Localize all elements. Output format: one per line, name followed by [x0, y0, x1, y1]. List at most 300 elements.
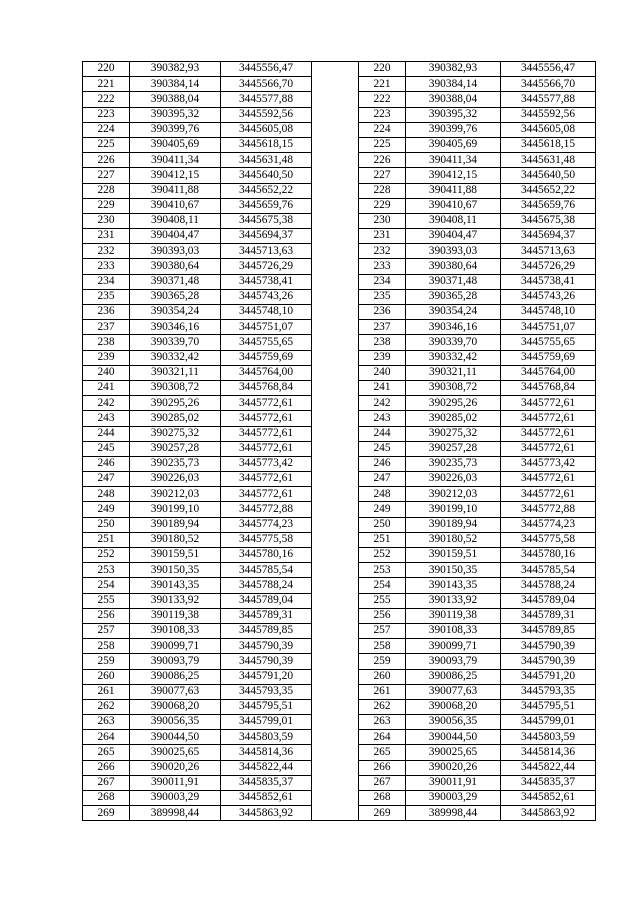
spacer-cell [312, 578, 359, 593]
right-x-coordinate-cell: 390003,29 [406, 791, 501, 806]
right-y-coordinate-cell: 3445772,88 [501, 502, 596, 517]
left-x-coordinate-cell: 390371,48 [130, 274, 221, 289]
right-point-number-cell: 258 [359, 639, 406, 654]
right-point-number-cell: 251 [359, 532, 406, 547]
left-point-number-cell: 228 [83, 183, 130, 198]
right-x-coordinate-cell: 390393,03 [406, 244, 501, 259]
left-x-coordinate-cell: 390410,67 [130, 198, 221, 213]
spacer-cell [312, 715, 359, 730]
left-point-number-cell: 240 [83, 365, 130, 380]
left-x-coordinate-cell: 390346,16 [130, 320, 221, 335]
left-y-coordinate-cell: 3445772,61 [221, 411, 312, 426]
spacer-cell [312, 791, 359, 806]
left-point-number-cell: 251 [83, 532, 130, 547]
spacer-cell [312, 563, 359, 578]
left-point-number-cell: 254 [83, 578, 130, 593]
left-point-number-cell: 245 [83, 441, 130, 456]
right-x-coordinate-cell: 390399,76 [406, 122, 501, 137]
left-y-coordinate-cell: 3445789,31 [221, 608, 312, 623]
right-y-coordinate-cell: 3445605,08 [501, 122, 596, 137]
left-point-number-cell: 227 [83, 168, 130, 183]
right-x-coordinate-cell: 389998,44 [406, 806, 501, 821]
left-x-coordinate-cell: 390404,47 [130, 229, 221, 244]
left-y-coordinate-cell: 3445772,61 [221, 487, 312, 502]
right-point-number-cell: 244 [359, 426, 406, 441]
right-y-coordinate-cell: 3445577,88 [501, 92, 596, 107]
left-y-coordinate-cell: 3445751,07 [221, 320, 312, 335]
left-x-coordinate-cell: 390119,38 [130, 608, 221, 623]
left-y-coordinate-cell: 3445774,23 [221, 517, 312, 532]
spacer-cell [312, 365, 359, 380]
right-x-coordinate-cell: 390077,63 [406, 684, 501, 699]
table-row [83, 791, 596, 806]
right-y-coordinate-cell: 3445775,58 [501, 532, 596, 547]
spacer-cell [312, 639, 359, 654]
left-point-number-cell: 264 [83, 730, 130, 745]
right-point-number-cell: 255 [359, 593, 406, 608]
left-x-coordinate-cell: 390399,76 [130, 122, 221, 137]
left-y-coordinate-cell: 3445713,63 [221, 244, 312, 259]
right-y-coordinate-cell: 3445835,37 [501, 775, 596, 790]
left-x-coordinate-cell: 390150,35 [130, 563, 221, 578]
table-row [83, 183, 596, 198]
right-x-coordinate-cell: 390235,73 [406, 456, 501, 471]
spacer-cell [312, 350, 359, 365]
left-x-coordinate-cell: 390159,51 [130, 548, 221, 563]
right-x-coordinate-cell: 390133,92 [406, 593, 501, 608]
right-point-number-cell: 224 [359, 122, 406, 137]
right-y-coordinate-cell: 3445772,61 [501, 472, 596, 487]
right-y-coordinate-cell: 3445852,61 [501, 791, 596, 806]
right-x-coordinate-cell: 390371,48 [406, 274, 501, 289]
left-x-coordinate-cell: 390411,88 [130, 183, 221, 198]
right-x-coordinate-cell: 390068,20 [406, 699, 501, 714]
right-y-coordinate-cell: 3445556,47 [501, 62, 596, 77]
right-x-coordinate-cell: 390099,71 [406, 639, 501, 654]
spacer-cell [312, 183, 359, 198]
right-point-number-cell: 262 [359, 699, 406, 714]
right-point-number-cell: 220 [359, 62, 406, 77]
left-x-coordinate-cell: 390411,34 [130, 153, 221, 168]
right-point-number-cell: 259 [359, 654, 406, 669]
table-row [83, 532, 596, 547]
right-y-coordinate-cell: 3445793,35 [501, 684, 596, 699]
spacer-cell [312, 380, 359, 395]
right-x-coordinate-cell: 390382,93 [406, 62, 501, 77]
left-x-coordinate-cell: 390077,63 [130, 684, 221, 699]
right-point-number-cell: 245 [359, 441, 406, 456]
left-y-coordinate-cell: 3445694,37 [221, 229, 312, 244]
left-point-number-cell: 247 [83, 472, 130, 487]
right-point-number-cell: 229 [359, 198, 406, 213]
left-x-coordinate-cell: 390365,28 [130, 289, 221, 304]
right-y-coordinate-cell: 3445788,24 [501, 578, 596, 593]
right-point-number-cell: 252 [359, 548, 406, 563]
left-point-number-cell: 236 [83, 305, 130, 320]
right-x-coordinate-cell: 390405,69 [406, 137, 501, 152]
left-point-number-cell: 249 [83, 502, 130, 517]
left-point-number-cell: 263 [83, 715, 130, 730]
spacer-cell [312, 517, 359, 532]
left-y-coordinate-cell: 3445772,61 [221, 396, 312, 411]
spacer-cell [312, 320, 359, 335]
right-point-number-cell: 246 [359, 456, 406, 471]
right-point-number-cell: 266 [359, 760, 406, 775]
right-y-coordinate-cell: 3445791,20 [501, 669, 596, 684]
left-y-coordinate-cell: 3445772,61 [221, 426, 312, 441]
spacer-cell [312, 259, 359, 274]
right-point-number-cell: 264 [359, 730, 406, 745]
left-x-coordinate-cell: 390412,15 [130, 168, 221, 183]
right-point-number-cell: 230 [359, 213, 406, 228]
right-point-number-cell: 256 [359, 608, 406, 623]
left-point-number-cell: 229 [83, 198, 130, 213]
left-y-coordinate-cell: 3445748,10 [221, 305, 312, 320]
left-y-coordinate-cell: 3445759,69 [221, 350, 312, 365]
right-point-number-cell: 242 [359, 396, 406, 411]
right-point-number-cell: 265 [359, 745, 406, 760]
left-point-number-cell: 252 [83, 548, 130, 563]
right-x-coordinate-cell: 390159,51 [406, 548, 501, 563]
left-point-number-cell: 237 [83, 320, 130, 335]
right-y-coordinate-cell: 3445694,37 [501, 229, 596, 244]
left-point-number-cell: 250 [83, 517, 130, 532]
left-x-coordinate-cell: 390235,73 [130, 456, 221, 471]
left-y-coordinate-cell: 3445788,24 [221, 578, 312, 593]
table-row [83, 259, 596, 274]
left-x-coordinate-cell: 390295,26 [130, 396, 221, 411]
spacer-cell [312, 745, 359, 760]
left-point-number-cell: 246 [83, 456, 130, 471]
left-point-number-cell: 268 [83, 791, 130, 806]
table-row [83, 775, 596, 790]
table-row [83, 699, 596, 714]
table-row [83, 593, 596, 608]
left-y-coordinate-cell: 3445772,61 [221, 472, 312, 487]
table-row [83, 639, 596, 654]
table-row [83, 760, 596, 775]
right-x-coordinate-cell: 390086,25 [406, 669, 501, 684]
left-point-number-cell: 230 [83, 213, 130, 228]
left-x-coordinate-cell: 390011,91 [130, 775, 221, 790]
left-y-coordinate-cell: 3445743,26 [221, 289, 312, 304]
table-row [83, 669, 596, 684]
left-y-coordinate-cell: 3445659,76 [221, 198, 312, 213]
table-row [83, 305, 596, 320]
spacer-cell [312, 608, 359, 623]
spacer-cell [312, 213, 359, 228]
left-point-number-cell: 266 [83, 760, 130, 775]
spacer-cell [312, 684, 359, 699]
left-x-coordinate-cell: 390384,14 [130, 77, 221, 92]
right-point-number-cell: 239 [359, 350, 406, 365]
spacer-cell [312, 654, 359, 669]
right-y-coordinate-cell: 3445790,39 [501, 639, 596, 654]
left-point-number-cell: 262 [83, 699, 130, 714]
left-point-number-cell: 259 [83, 654, 130, 669]
right-y-coordinate-cell: 3445772,61 [501, 411, 596, 426]
right-point-number-cell: 250 [359, 517, 406, 532]
left-y-coordinate-cell: 3445775,58 [221, 532, 312, 547]
left-y-coordinate-cell: 3445822,44 [221, 760, 312, 775]
left-y-coordinate-cell: 3445755,65 [221, 335, 312, 350]
spacer-cell [312, 699, 359, 714]
right-point-number-cell: 232 [359, 244, 406, 259]
table-row [83, 456, 596, 471]
left-point-number-cell: 248 [83, 487, 130, 502]
right-y-coordinate-cell: 3445772,61 [501, 426, 596, 441]
right-x-coordinate-cell: 390346,16 [406, 320, 501, 335]
right-point-number-cell: 241 [359, 380, 406, 395]
left-x-coordinate-cell: 390339,70 [130, 335, 221, 350]
spacer-cell [312, 487, 359, 502]
spacer-cell [312, 198, 359, 213]
left-x-coordinate-cell: 390257,28 [130, 441, 221, 456]
right-y-coordinate-cell: 3445772,61 [501, 487, 596, 502]
table-row [83, 62, 596, 77]
table-row [83, 715, 596, 730]
table-row [83, 441, 596, 456]
left-y-coordinate-cell: 3445605,08 [221, 122, 312, 137]
left-y-coordinate-cell: 3445785,54 [221, 563, 312, 578]
table-row [83, 654, 596, 669]
right-y-coordinate-cell: 3445726,29 [501, 259, 596, 274]
left-y-coordinate-cell: 3445592,56 [221, 107, 312, 122]
table-row [83, 77, 596, 92]
right-x-coordinate-cell: 390365,28 [406, 289, 501, 304]
left-x-coordinate-cell: 390226,03 [130, 472, 221, 487]
spacer-cell [312, 107, 359, 122]
left-point-number-cell: 258 [83, 639, 130, 654]
right-x-coordinate-cell: 390339,70 [406, 335, 501, 350]
left-point-number-cell: 222 [83, 92, 130, 107]
right-point-number-cell: 234 [359, 274, 406, 289]
right-point-number-cell: 231 [359, 229, 406, 244]
right-point-number-cell: 233 [359, 259, 406, 274]
right-point-number-cell: 225 [359, 137, 406, 152]
spacer-cell [312, 548, 359, 563]
left-y-coordinate-cell: 3445640,50 [221, 168, 312, 183]
left-point-number-cell: 233 [83, 259, 130, 274]
right-y-coordinate-cell: 3445675,38 [501, 213, 596, 228]
coordinates-table-body [83, 62, 596, 821]
right-point-number-cell: 222 [359, 92, 406, 107]
right-y-coordinate-cell: 3445795,51 [501, 699, 596, 714]
right-point-number-cell: 261 [359, 684, 406, 699]
right-point-number-cell: 249 [359, 502, 406, 517]
table-row [83, 608, 596, 623]
right-x-coordinate-cell: 390395,32 [406, 107, 501, 122]
right-y-coordinate-cell: 3445863,92 [501, 806, 596, 821]
right-y-coordinate-cell: 3445652,22 [501, 183, 596, 198]
right-x-coordinate-cell: 390212,03 [406, 487, 501, 502]
right-point-number-cell: 254 [359, 578, 406, 593]
spacer-cell [312, 806, 359, 821]
left-x-coordinate-cell: 390044,50 [130, 730, 221, 745]
right-point-number-cell: 228 [359, 183, 406, 198]
left-point-number-cell: 265 [83, 745, 130, 760]
left-point-number-cell: 255 [83, 593, 130, 608]
left-point-number-cell: 234 [83, 274, 130, 289]
right-point-number-cell: 221 [359, 77, 406, 92]
right-y-coordinate-cell: 3445774,23 [501, 517, 596, 532]
left-x-coordinate-cell: 390143,35 [130, 578, 221, 593]
right-y-coordinate-cell: 3445764,00 [501, 365, 596, 380]
left-y-coordinate-cell: 3445772,61 [221, 441, 312, 456]
left-y-coordinate-cell: 3445631,48 [221, 153, 312, 168]
right-point-number-cell: 227 [359, 168, 406, 183]
left-x-coordinate-cell: 390382,93 [130, 62, 221, 77]
left-y-coordinate-cell: 3445780,16 [221, 548, 312, 563]
left-y-coordinate-cell: 3445795,51 [221, 699, 312, 714]
table-row [83, 335, 596, 350]
right-point-number-cell: 243 [359, 411, 406, 426]
right-x-coordinate-cell: 390410,67 [406, 198, 501, 213]
left-x-coordinate-cell: 390405,69 [130, 137, 221, 152]
table-row [83, 107, 596, 122]
left-y-coordinate-cell: 3445738,41 [221, 274, 312, 289]
spacer-cell [312, 77, 359, 92]
right-y-coordinate-cell: 3445785,54 [501, 563, 596, 578]
right-point-number-cell: 223 [359, 107, 406, 122]
table-row [83, 213, 596, 228]
left-point-number-cell: 223 [83, 107, 130, 122]
left-point-number-cell: 231 [83, 229, 130, 244]
left-x-coordinate-cell: 390180,52 [130, 532, 221, 547]
left-x-coordinate-cell: 390395,32 [130, 107, 221, 122]
spacer-cell [312, 760, 359, 775]
right-point-number-cell: 236 [359, 305, 406, 320]
left-point-number-cell: 225 [83, 137, 130, 152]
table-row [83, 623, 596, 638]
left-x-coordinate-cell: 390393,03 [130, 244, 221, 259]
left-x-coordinate-cell: 390189,94 [130, 517, 221, 532]
spacer-cell [312, 244, 359, 259]
right-y-coordinate-cell: 3445755,65 [501, 335, 596, 350]
left-y-coordinate-cell: 3445618,15 [221, 137, 312, 152]
spacer-cell [312, 669, 359, 684]
left-y-coordinate-cell: 3445835,37 [221, 775, 312, 790]
spacer-cell [312, 289, 359, 304]
right-y-coordinate-cell: 3445780,16 [501, 548, 596, 563]
left-x-coordinate-cell: 390099,71 [130, 639, 221, 654]
right-x-coordinate-cell: 390411,88 [406, 183, 501, 198]
right-x-coordinate-cell: 390199,10 [406, 502, 501, 517]
right-point-number-cell: 263 [359, 715, 406, 730]
left-y-coordinate-cell: 3445791,20 [221, 669, 312, 684]
left-x-coordinate-cell: 390354,24 [130, 305, 221, 320]
spacer-cell [312, 168, 359, 183]
left-x-coordinate-cell: 390321,11 [130, 365, 221, 380]
right-y-coordinate-cell: 3445772,61 [501, 441, 596, 456]
left-x-coordinate-cell: 390285,02 [130, 411, 221, 426]
left-x-coordinate-cell: 390068,20 [130, 699, 221, 714]
right-x-coordinate-cell: 390257,28 [406, 441, 501, 456]
right-x-coordinate-cell: 390180,52 [406, 532, 501, 547]
left-point-number-cell: 253 [83, 563, 130, 578]
right-point-number-cell: 248 [359, 487, 406, 502]
left-x-coordinate-cell: 390025,65 [130, 745, 221, 760]
spacer-cell [312, 396, 359, 411]
left-y-coordinate-cell: 3445799,01 [221, 715, 312, 730]
right-x-coordinate-cell: 390321,11 [406, 365, 501, 380]
left-point-number-cell: 243 [83, 411, 130, 426]
left-x-coordinate-cell: 390020,26 [130, 760, 221, 775]
spacer-cell [312, 441, 359, 456]
spacer-cell [312, 472, 359, 487]
spacer-cell [312, 456, 359, 471]
spacer-cell [312, 623, 359, 638]
right-y-coordinate-cell: 3445759,69 [501, 350, 596, 365]
right-y-coordinate-cell: 3445822,44 [501, 760, 596, 775]
right-point-number-cell: 267 [359, 775, 406, 790]
right-y-coordinate-cell: 3445640,50 [501, 168, 596, 183]
table-row [83, 244, 596, 259]
right-x-coordinate-cell: 390380,64 [406, 259, 501, 274]
spacer-cell [312, 426, 359, 441]
left-point-number-cell: 269 [83, 806, 130, 821]
right-x-coordinate-cell: 390189,94 [406, 517, 501, 532]
right-point-number-cell: 269 [359, 806, 406, 821]
right-y-coordinate-cell: 3445789,04 [501, 593, 596, 608]
coordinates-table [82, 61, 596, 821]
right-y-coordinate-cell: 3445789,85 [501, 623, 596, 638]
right-x-coordinate-cell: 390056,35 [406, 715, 501, 730]
right-y-coordinate-cell: 3445768,84 [501, 380, 596, 395]
right-y-coordinate-cell: 3445566,70 [501, 77, 596, 92]
left-y-coordinate-cell: 3445675,38 [221, 213, 312, 228]
table-row [83, 274, 596, 289]
table-row [83, 198, 596, 213]
left-x-coordinate-cell: 389998,44 [130, 806, 221, 821]
spacer-cell [312, 730, 359, 745]
table-row [83, 122, 596, 137]
right-x-coordinate-cell: 390412,15 [406, 168, 501, 183]
right-y-coordinate-cell: 3445790,39 [501, 654, 596, 669]
left-point-number-cell: 226 [83, 153, 130, 168]
right-y-coordinate-cell: 3445631,48 [501, 153, 596, 168]
table-row [83, 92, 596, 107]
table-row [83, 563, 596, 578]
left-point-number-cell: 239 [83, 350, 130, 365]
right-x-coordinate-cell: 390093,79 [406, 654, 501, 669]
spacer-cell [312, 775, 359, 790]
left-y-coordinate-cell: 3445789,04 [221, 593, 312, 608]
table-row [83, 365, 596, 380]
right-y-coordinate-cell: 3445773,42 [501, 456, 596, 471]
right-y-coordinate-cell: 3445814,36 [501, 745, 596, 760]
table-row [83, 168, 596, 183]
spacer-cell [312, 62, 359, 77]
left-y-coordinate-cell: 3445793,35 [221, 684, 312, 699]
right-x-coordinate-cell: 390408,11 [406, 213, 501, 228]
left-x-coordinate-cell: 390308,72 [130, 380, 221, 395]
left-point-number-cell: 238 [83, 335, 130, 350]
right-point-number-cell: 237 [359, 320, 406, 335]
right-x-coordinate-cell: 390388,04 [406, 92, 501, 107]
left-x-coordinate-cell: 390003,29 [130, 791, 221, 806]
left-point-number-cell: 260 [83, 669, 130, 684]
right-y-coordinate-cell: 3445743,26 [501, 289, 596, 304]
table-row [83, 517, 596, 532]
left-y-coordinate-cell: 3445790,39 [221, 639, 312, 654]
left-x-coordinate-cell: 390332,42 [130, 350, 221, 365]
spacer-cell [312, 411, 359, 426]
left-y-coordinate-cell: 3445772,88 [221, 502, 312, 517]
right-point-number-cell: 226 [359, 153, 406, 168]
right-x-coordinate-cell: 390404,47 [406, 229, 501, 244]
right-x-coordinate-cell: 390285,02 [406, 411, 501, 426]
